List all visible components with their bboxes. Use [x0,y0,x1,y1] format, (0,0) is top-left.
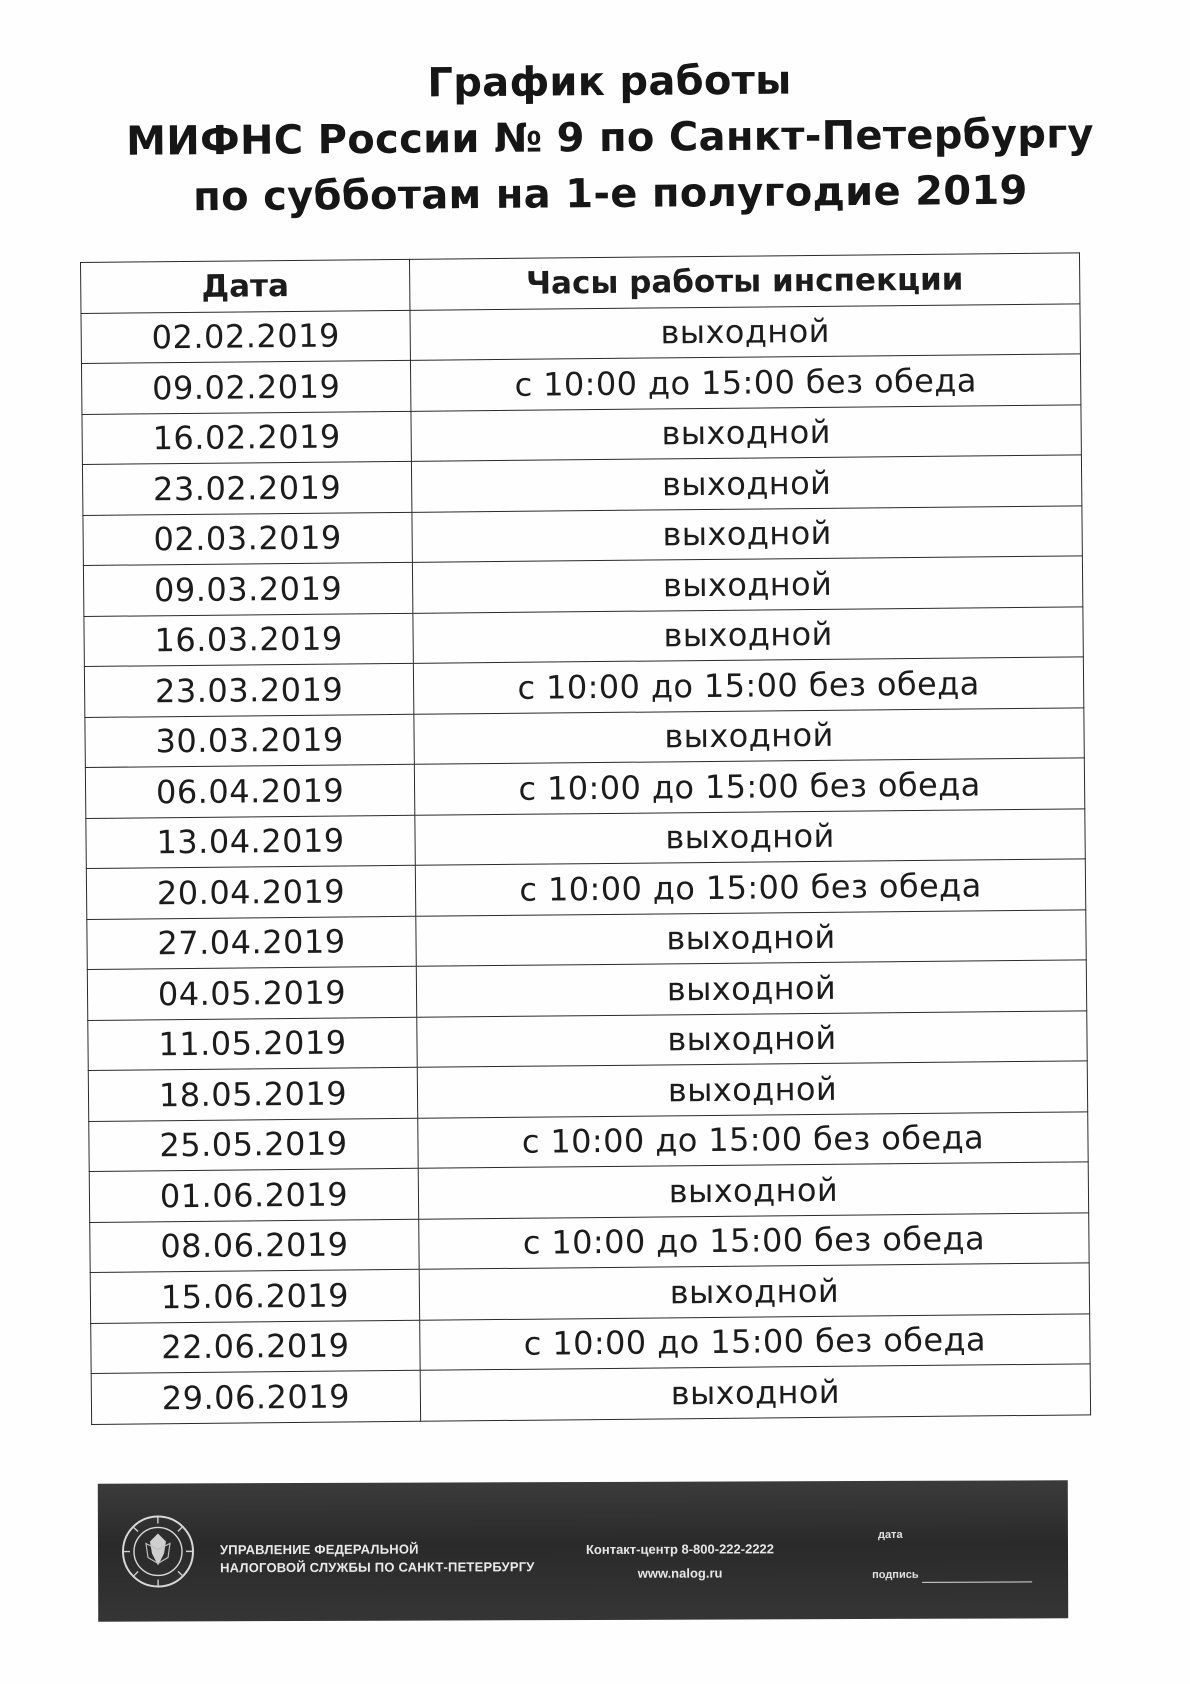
signature-line [922,1581,1032,1582]
hours-cell: выходной [416,909,1086,966]
hours-cell: выходной [413,606,1083,663]
schedule-table [80,252,1091,1424]
date-cell: 06.04.2019 [85,764,414,818]
title-line-3: по субботам на 1-е полугодие 2019 [193,167,1028,221]
date-cell: 23.02.2019 [82,461,411,515]
hours-cell: выходной [410,303,1080,360]
hours-cell: с 10:00 до 15:00 без обеда [419,1212,1089,1269]
hours-cell: выходной [414,707,1084,764]
hours-cell: с 10:00 до 15:00 без обеда [414,758,1084,815]
date-cell: 08.06.2019 [90,1219,419,1273]
title-line-1: График работы [427,57,792,107]
date-cell: 04.05.2019 [87,966,416,1020]
date-cell: 02.02.2019 [81,310,410,364]
date-cell: 25.05.2019 [89,1118,418,1172]
hours-cell: выходной [415,808,1085,865]
table-row [91,1364,1090,1424]
header-date: Дата [81,259,410,313]
schedule-body [81,303,1091,1424]
contact-info [580,1537,780,1586]
hours-cell: выходной [412,556,1082,613]
hours-cell: выходной [411,404,1081,461]
date-cell: 16.02.2019 [82,411,411,465]
date-cell: 27.04.2019 [87,916,416,970]
date-cell: 30.03.2019 [85,714,414,768]
date-cell: 18.05.2019 [88,1067,417,1121]
date-cell: 11.05.2019 [88,1017,417,1071]
footer-banner [98,1480,1068,1621]
title-line-2: МИФНС России № 9 по Санкт-Петербургу [126,111,1094,165]
hours-cell: выходной [417,1010,1087,1067]
date-cell: 02.03.2019 [83,512,412,566]
date-cell: 01.06.2019 [89,1168,418,1222]
hours-cell: выходной [412,505,1082,562]
hours-cell: с 10:00 до 15:00 без обеда [415,859,1085,916]
date-cell: 22.06.2019 [91,1320,420,1374]
organization-name [220,1540,535,1577]
date-cell: 15.06.2019 [90,1269,419,1323]
hours-cell: выходной [411,455,1081,512]
date-cell: 23.03.2019 [84,663,413,717]
hours-cell: выходной [419,1263,1089,1320]
tax-service-emblem-icon [120,1513,196,1589]
header-hours: Часы работы инспекции [409,253,1079,310]
hours-cell: выходной [416,960,1086,1017]
date-label: дата [877,1528,903,1541]
date-cell: 20.04.2019 [86,865,415,919]
contact-center-phone: Контакт-центр 8-800-222-2222 [585,1541,775,1557]
date-cell: 16.03.2019 [84,613,413,667]
hours-cell: выходной [418,1162,1088,1219]
org-name-line-2: НАЛОГОВОЙ СЛУЖБЫ ПО САНКТ-ПЕТЕРБУРГУ [220,1559,535,1576]
date-cell: 13.04.2019 [86,815,415,869]
date-cell: 09.02.2019 [81,360,410,414]
hours-cell: с 10:00 до 15:00 без обеда [420,1313,1090,1370]
website-link[interactable]: www.nalog.ru [637,1565,723,1581]
hours-cell: с 10:00 до 15:00 без обеда [418,1111,1088,1168]
org-name-line-1: УПРАВЛЕНИЕ ФЕДЕРАЛЬНОЙ [219,1541,419,1558]
date-cell: 09.03.2019 [83,562,412,616]
hours-cell: с 10:00 до 15:00 без обеда [410,354,1080,411]
hours-cell: с 10:00 до 15:00 без обеда [413,657,1083,714]
signature-block [872,1528,1042,1581]
document-title [59,50,1160,227]
date-cell: 29.06.2019 [91,1370,420,1424]
hours-cell: выходной [420,1364,1090,1421]
hours-cell: выходной [417,1061,1087,1118]
signature-label: подпись [872,1568,919,1581]
